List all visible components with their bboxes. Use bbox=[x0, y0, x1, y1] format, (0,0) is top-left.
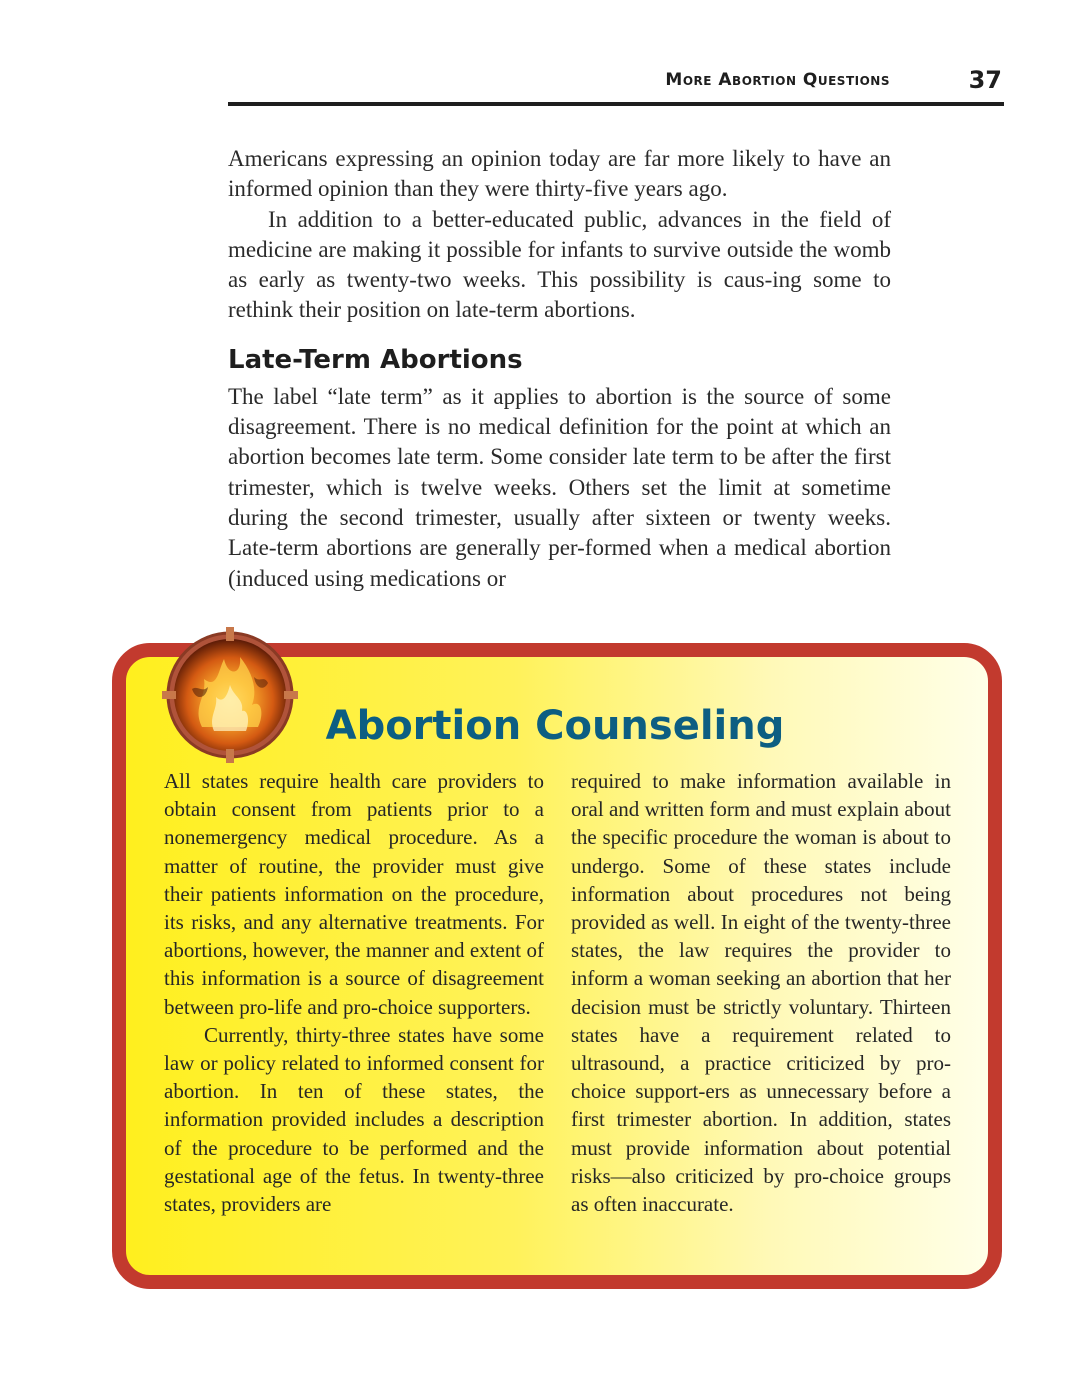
sidebar-paragraph: All states require health care providers to obtain consent from patients prior to a nonemergency medical procedure. As a matter of routine, the provider must give their patients information on the procedure, its risks, and any alternative treatments. For abortions, however, the manner and extent of this information is a source of disagreement between pro-life and pro-choice supporters. bbox=[164, 769, 544, 1019]
sidebar-title: Abortion Counseling bbox=[325, 703, 785, 749]
running-head bbox=[228, 66, 1004, 106]
section-heading: Late-Term Abortions bbox=[228, 344, 523, 375]
flame-icon bbox=[162, 627, 298, 763]
paragraph: Americans expressing an opinion today are far more likely to have an informed opinion than they were thirty-five years ago. bbox=[228, 146, 891, 202]
sidebar-column-right bbox=[571, 767, 951, 1218]
main-text bbox=[228, 144, 891, 594]
sidebar-column-left bbox=[164, 767, 544, 1218]
running-title: More Abortion Questions bbox=[665, 70, 890, 90]
sidebar-paragraph: Currently, thirty-three states have some law or policy related to informed consent for abortion. In ten of these states, the information provided includes a description of the procedure to be performed and the gestational age of the fetus. In twenty-three states, providers are bbox=[164, 1022, 544, 1217]
paragraph: The label “late term” as it applies to abortion is the source of some disagreement. There is no medical definition for the point at which an abortion becomes late term. Some consider late term to be after the first trimester, which is twelve weeks. Others set the limit at sometime during the second trimester, usually after sixteen or twenty weeks. Late-term abortions are generally per-formed when a medical abortion (induced using medications or bbox=[228, 383, 891, 591]
sidebar-paragraph: required to make information available in oral and written form and must explain about the specific procedure the woman is about to undergo. Some of these states include information about procedures not being provided as well. In eight of the twenty-three states, the law requires the provider to inform a woman seeking an abortion that her decision must be strictly voluntary. Thirteen states have a requirement related to ultrasound, a practice criticized by pro-choice support-ers as unnecessary before a first trimester abortion. In addition, states must provide information about potential risks—also criticized by pro-choice groups as often inaccurate. bbox=[571, 769, 951, 1217]
page-number: 37 bbox=[968, 66, 1002, 94]
paragraph: In addition to a better-educated public, advances in the field of medicine are making it possible for infants to survive outside the womb as early as twenty-two weeks. This possibility is caus-ing some to rethink their position on late-term abortions. bbox=[228, 206, 891, 323]
